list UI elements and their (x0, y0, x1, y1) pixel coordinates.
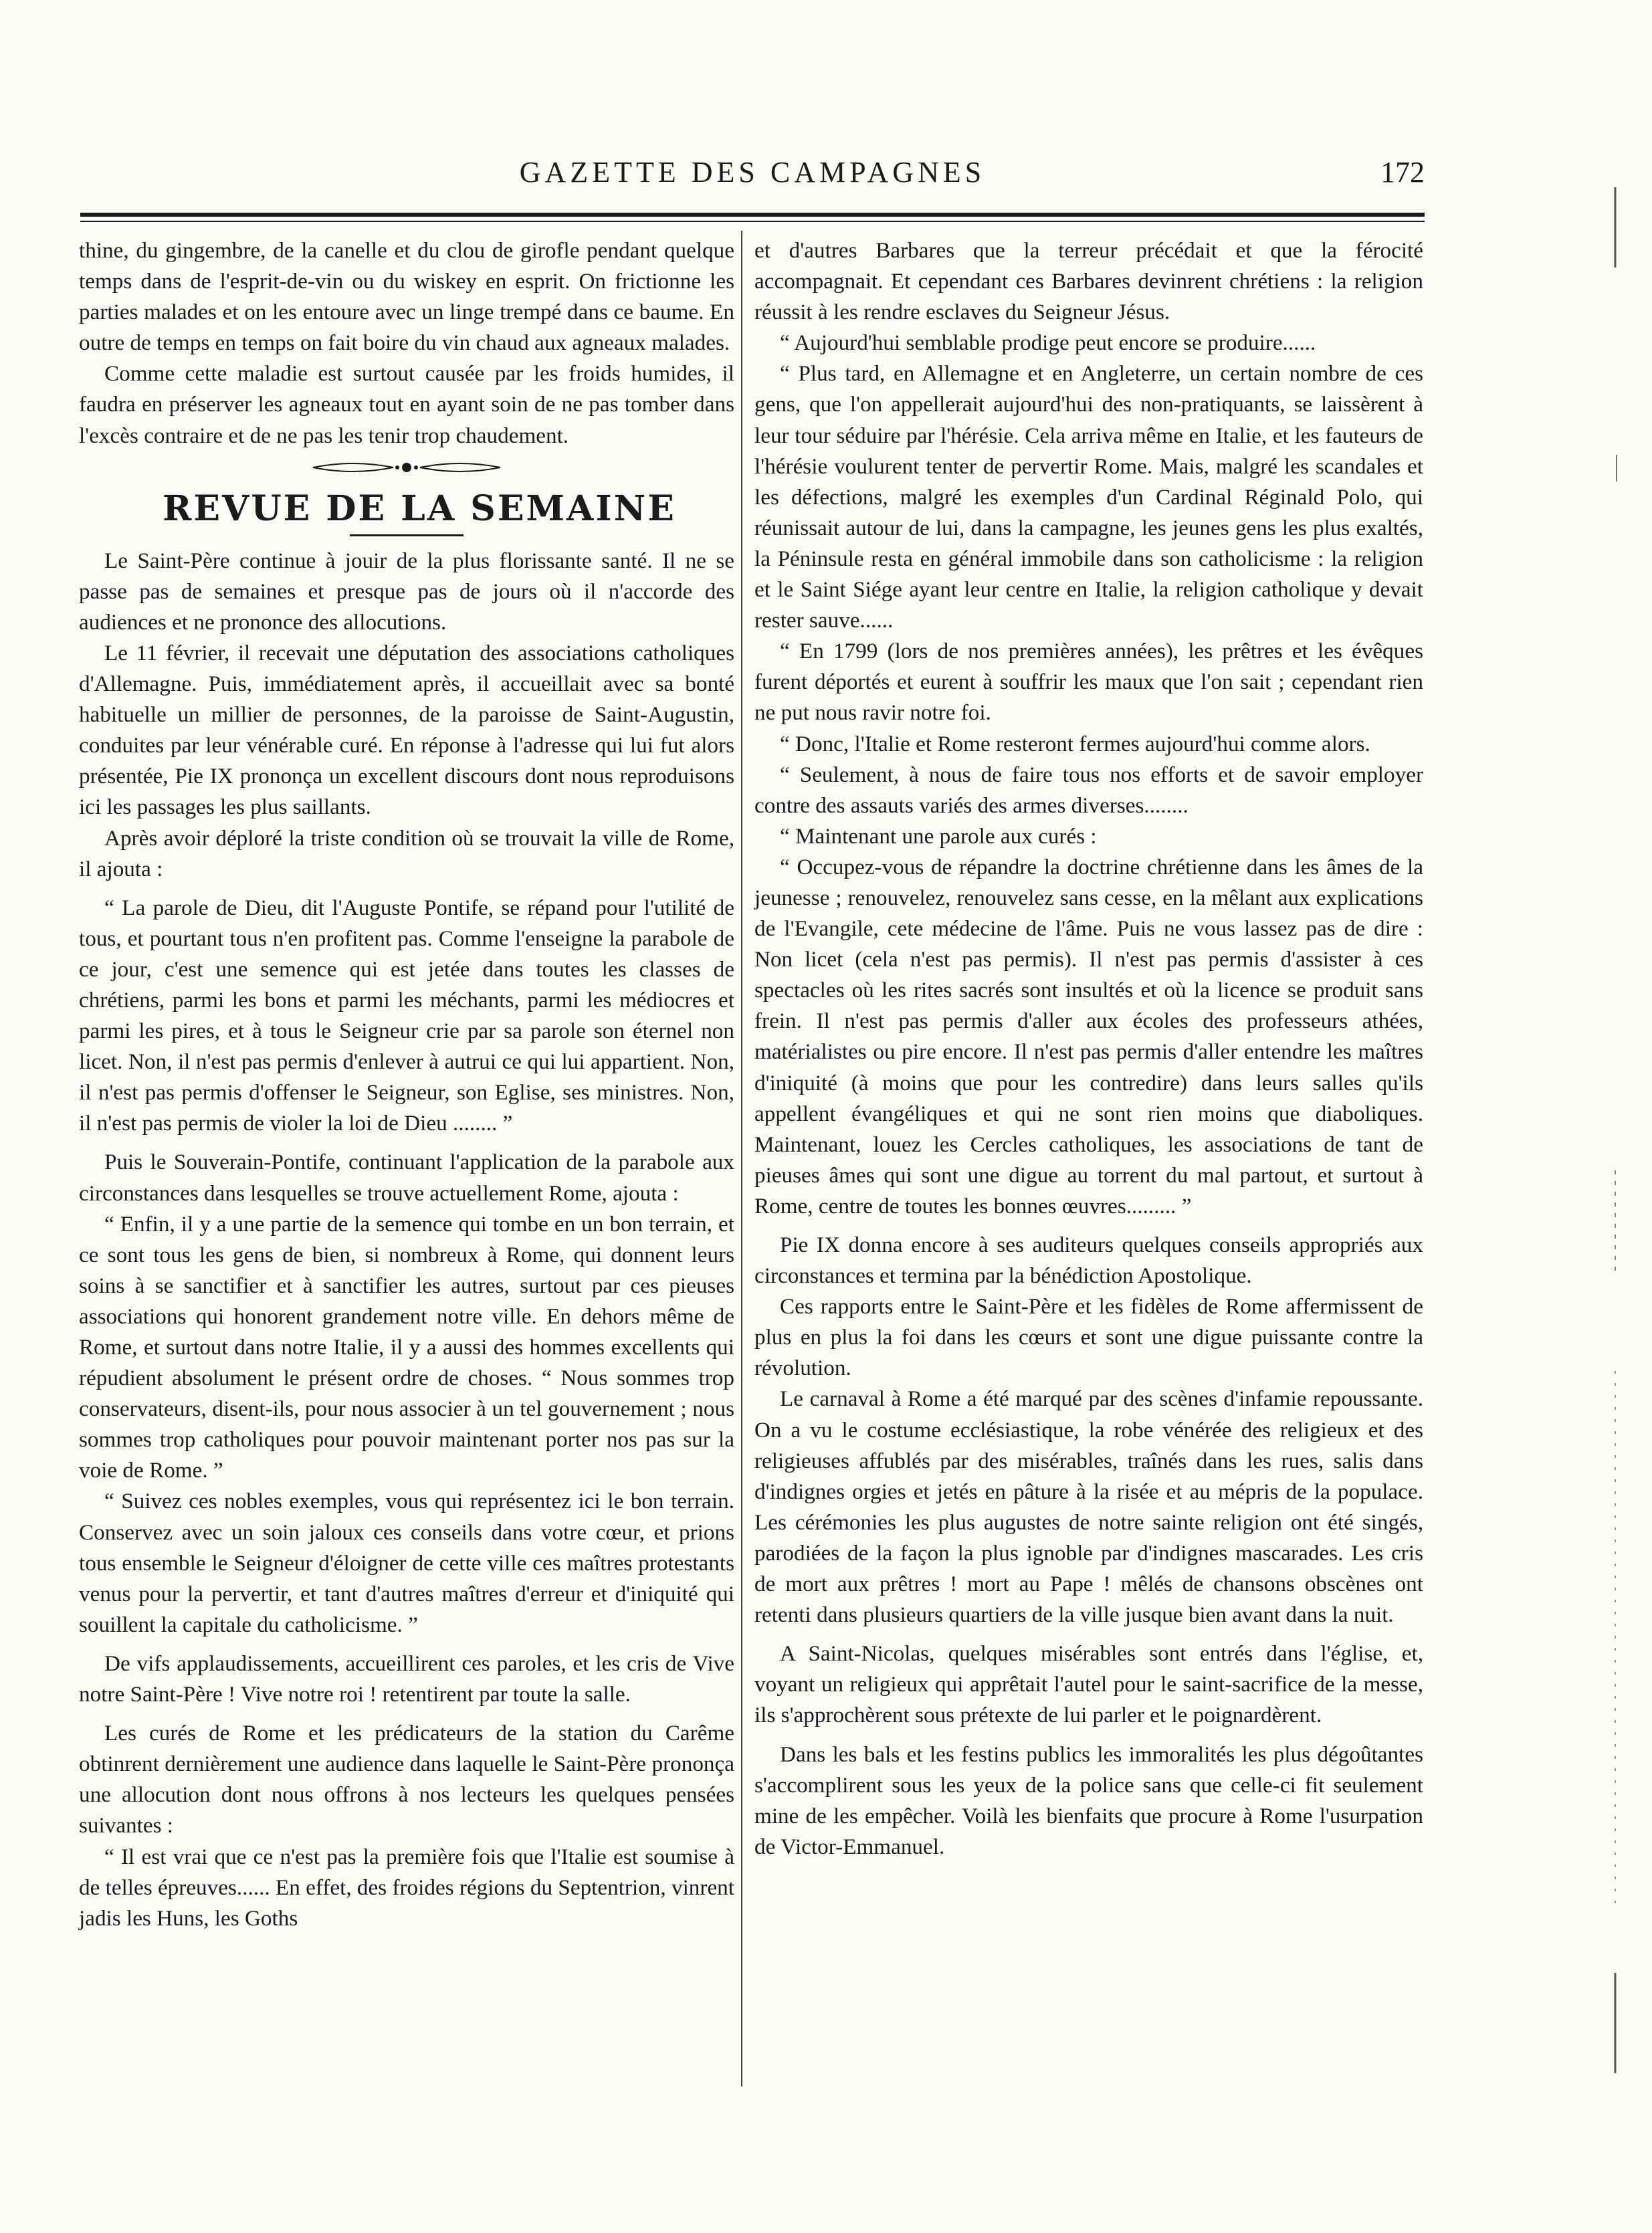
paragraph: Comme cette maladie est surtout causée par les froids humides, il faudra en préserver les agneaux tout en ayant soin de ne pas tomber dans l'excès contraire et de ne pas les tenir trop chaudement. (79, 361, 734, 448)
page-header (80, 155, 1425, 195)
paragraph: “ Maintenant une parole aux curés : (780, 823, 1097, 849)
paragraph: De vifs applaudissements, accueillirent ces paroles, et les cris de Vive notre Saint-Père ! Vive notre roi ! retentirent par toute la salle. (79, 1651, 734, 1707)
paragraph: Le carnaval à Rome a été marqué par des scènes d'infamie repoussante. On a vu le costume ecclésiastique, la robe vénérée des religieux et des religieuses affublés par des misérables, traînés dans les rues, salis dans d'indignes orgies et jetés en pâture à la risée et au mépris de la populace. Les cérémonies les plus augustes de notre sainte religion ont été singés, parodiées de la façon la plus ignoble par d'indignes mascarades. Les cris de mort aux prêtres ! mort au Pape ! mêlés de chansons obscènes ont retenti dans plusieurs quartiers de la ville jusque bien avant dans la nuit. (754, 1386, 1423, 1628)
paragraph: Ces rapports entre le Saint-Père et les fidèles de Rome affermissent de plus en plus la foi dans les cœurs et sont une digue puissante contre la révolution. (754, 1294, 1423, 1381)
paragraph: A Saint-Nicolas, quelques misérables sont entrés dans l'église, et, voyant un religieux qui apprêtait l'autel pour le saint-sacrifice de la messe, ils s'approchèrent sous prétexte de lui parler et le poignardèrent. (754, 1641, 1423, 1728)
paragraph: “ Il est vrai que ce n'est pas la première fois que l'Italie est soumise à de telles épreuves...... En effet, des froides régions du Septentrion, vinrent jadis les Huns, les Goths (79, 1844, 734, 1931)
paragraph: Pie IX donna encore à ses auditeurs quelques conseils appropriés aux circonstances et termina par la bénédiction Apostolique. (754, 1233, 1423, 1289)
paragraph: “ Enfin, il y a une partie de la semence qui tombe en un bon terrain, et ce sont tous les gens de bien, si nombreux à Rome, qui donnent leurs soins à se sanctifier et à sanctifier les autres, surtout par ces pieuses associations qui honorent grandement notre ville. En dehors même de Rome, et surtout dans notre Italie, il y a aussi des hommes excellents qui répudient absolument le présent ordre de choses. “ Nous sommes trop conservateurs, disent-ils, pour nous associer à un tel gouvernement ; nous sommes trop catholiques pour pouvoir maintenant porter nos pas sur la voie de Rome. ” (79, 1211, 734, 1483)
section-title: REVUE DE LA SEMAINE (163, 488, 676, 529)
page-number: 172 (1380, 156, 1425, 189)
header-rule-thin (80, 221, 1425, 222)
section-title-underline (350, 534, 463, 536)
header-rule-thick (80, 213, 1425, 217)
paragraph: Dans les bals et les festins publics les immoralités les plus dégoûtantes s'accomplirent sous les yeux de la police sans que celle-ci fit seulement mine de les empêcher. Voilà les bienfaits que procure à Rome l'usurpation de Victor-Emmanuel. (754, 1741, 1423, 1859)
paragraph: “ Plus tard, en Allemagne et en Angleterre, un certain nombre de ces gens, que l'on appellerait aujourd'hui des non-pratiquants, se laissèrent à leur tour séduire par l'hérésie. Cela arriva même en Italie, et les fauteurs de l'hérésie voulurent tenter de pervertir Rome. Mais, malgré les scandales et les défections, malgré les exemples d'un Cardinal Réginald Polo, qui réunissait autour de lui, dans la campagne, les jeunes gens les plus exaltés, la Péninsule resta en général immobile dans son catholicisme : la religion et le Saint Siége ayant leur centre en Italie, la religion catholique y devait rester sauve...... (754, 361, 1423, 633)
column-divider (741, 231, 742, 2087)
publication-title: GAZETTE DES CAMPAGNES (519, 156, 986, 189)
paragraph: “ Suivez ces nobles exemples, vous qui représentez ici le bon terrain. Conservez avec un soin jaloux ces conseils dans votre cœur, et prions tous ensemble le Seigneur d'éloigner de cette ville ces maîtres protestants venus pour la pervertir, et tant d'autres maîtres d'erreur et d'iniquité qui souillent la capitale du catholicisme. ” (79, 1489, 734, 1637)
paragraph: et d'autres Barbares que la terreur précédait et que la férocité accompagnait. Et cependant ces Barbares devinrent chrétiens : la religion réussit à les rendre esclaves du Seigneur Jésus. (754, 238, 1423, 325)
paragraph: Puis le Souverain-Pontife, continuant l'application de la parabole aux circonstances dans lesquelles se trouve actuellement Rome, ajouta : (79, 1150, 734, 1206)
paragraph: Le 11 février, il recevait une députation des associations catholiques d'Allemagne. Puis, immédiatement après, il accueillait avec sa bonté habituelle un millier de personnes, de la paroisse de Saint-Augustin, conduites par leur vénérable curé. En réponse à l'adresse qui lui fut alors présentée, Pie IX prononça un excellent discours dont nous reproduisons ici les passages les plus saillants. (79, 640, 734, 820)
paragraph: “ Occupez-vous de répandre la doctrine chrétienne dans les âmes de la jeunesse ; renouvelez, renouvelez sans cesse, en la mêlant aux explications de l'Evangile, cete médecine de l'âme. Puis ne vous lassez pas de dire : Non licet (cela n'est pas permis). Il n'est pas permis d'assister à ces spectacles où les rites sacrés sont insultés et où la licence se produit sans frein. Il n'est pas permis d'aller aux écoles des professeurs athées, matérialistes ou pire encore. Il n'est pas permis d'aller entendre les maîtres d'iniquité (à moins que pour les contredire) dans leurs salles qu'ils appellent évangéliques et qui ne sont rien moins que diaboliques. Maintenant, louez les Cercles catholiques, les associations de tant de pieuses âmes qui sont une digue au torrent du mal partout, et surtout à Rome, centre de toutes les bonnes œuvres......... ” (754, 854, 1423, 1218)
paragraph: “ Aujourd'hui semblable prodige peut encore se produire...... (780, 330, 1316, 356)
margin-marks (1602, 167, 1629, 2107)
left-column (79, 235, 734, 1934)
paragraph: “ Seulement, à nous de faire tous nos efforts et de savoir employer contre des assauts variés des armes diverses........ (754, 762, 1423, 818)
paragraph: Après avoir déploré la triste condition où se trouvait la ville de Rome, il ajouta : (79, 825, 734, 881)
paragraph: “ La parole de Dieu, dit l'Auguste Pontife, se répand pour l'utilité de tous, et pourtant tous n'en profitent pas. Comme l'enseigne la parabole de ce jour, c'est une semence qui est jetée dans toutes les classes de chrétiens, parmi les bons et parmi les méchants, parmi les médiocres et parmi les pires, et à tous le Seigneur crie par sa parole son éternel non licet. Non, il n'est pas permis d'enlever à autrui ce qui lui appartient. Non, il n'est pas permis d'offenser le Seigneur, son Eglise, ses ministres. Non, il n'est pas permis de violer la loi de Dieu ........ ” (79, 895, 734, 1136)
paragraph: thine, du gingembre, de la canelle et du clou de girofle pendant quelque temps dans de l'esprit-de-vin ou du wiskey en esprit. On frictionne les parties malades et on les entoure avec un linge trempé dans ce baume. En outre de temps en temps on fait boire du vin chaud aux agneaux malades. (79, 238, 734, 356)
paragraph: “ En 1799 (lors de nos premières années), les prêtres et les évêques furent déportés et eurent à souffrir les maux que l'on sait ; cependant rien ne put nous ravir notre foi. (754, 639, 1423, 726)
paragraph: “ Donc, l'Italie et Rome resteront fermes aujourd'hui comme alors. (780, 731, 1370, 756)
paragraph: Les curés de Rome et les prédicateurs de la station du Carême obtinrent dernièrement une audience dans laquelle le Saint-Père prononça une allocution dont nous offrons à nos lecteurs les quelques pensées suivantes : (79, 1721, 734, 1838)
section-ornament (79, 454, 734, 484)
paragraph: Le Saint-Père continue à jouir de la plus florissante santé. Il ne se passe pas de semaines et presque pas de jours où il n'accorde des audiences et ne prononce des allocutions. (79, 548, 734, 635)
right-column (754, 235, 1423, 1863)
